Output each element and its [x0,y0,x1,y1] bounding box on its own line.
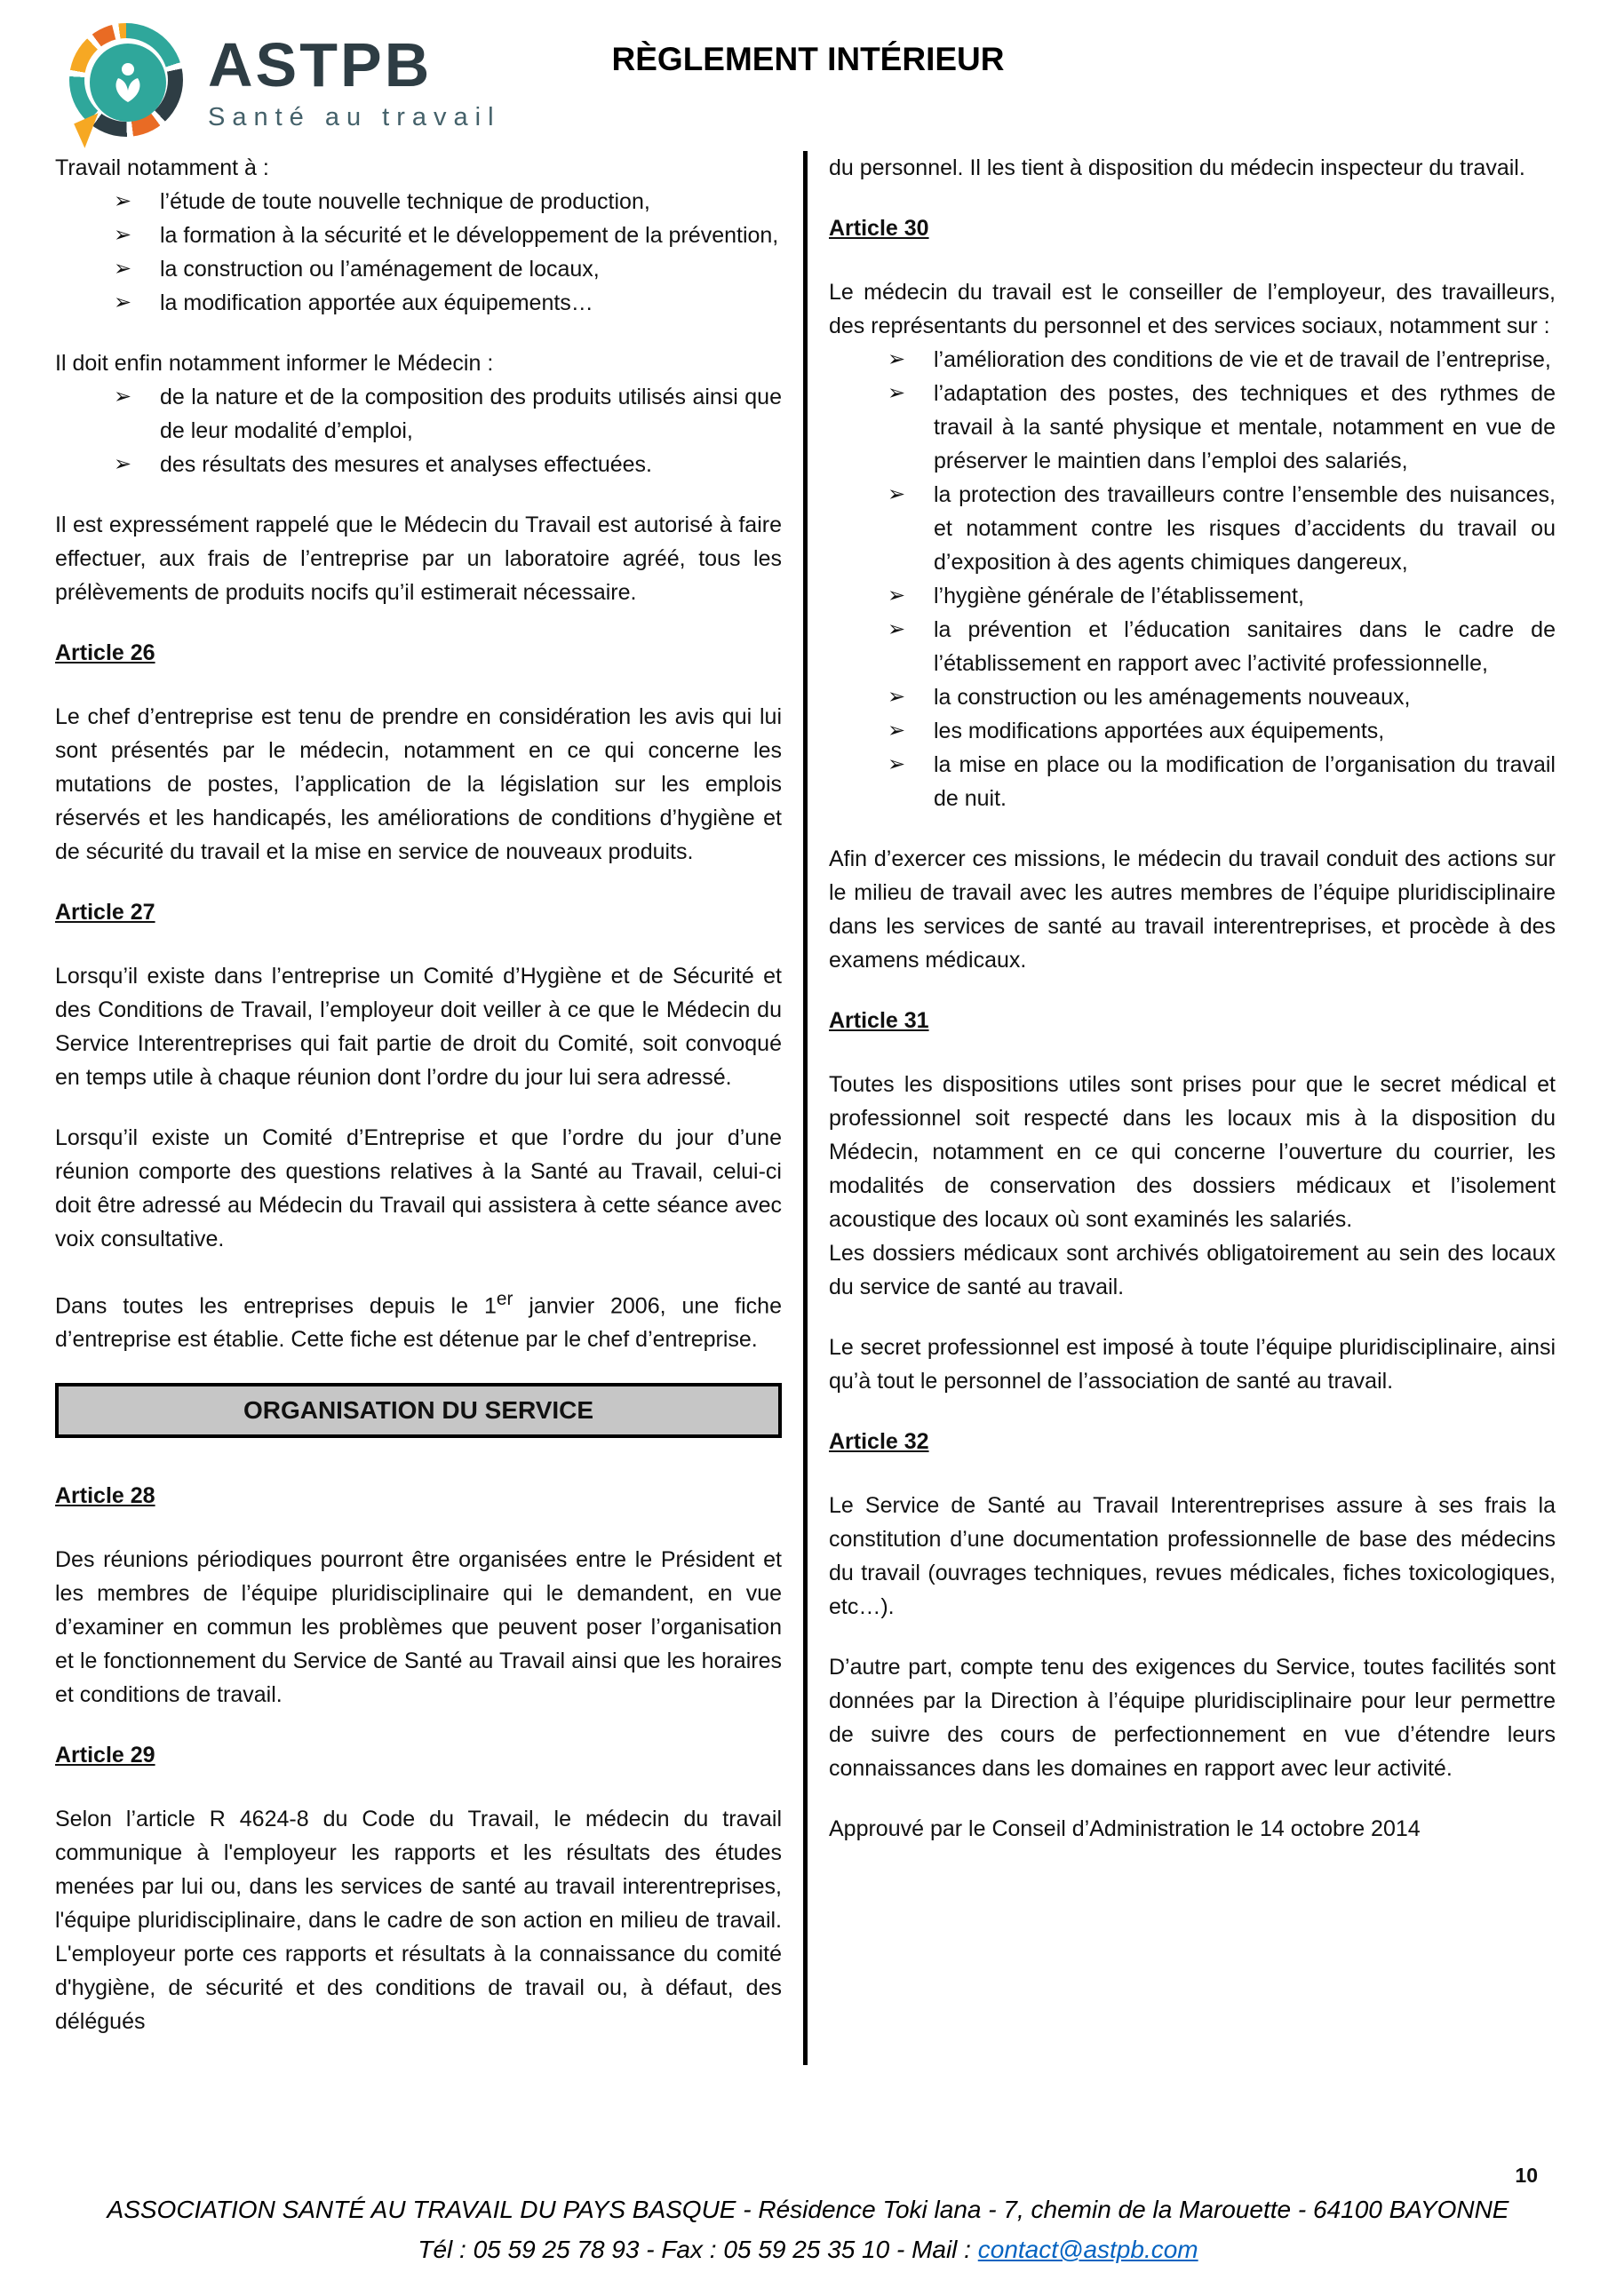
paragraph [55,1283,782,1356]
list-item [829,579,1556,613]
list-item [55,448,782,481]
bullet-list [55,380,782,481]
paragraph-text: janvier 2006, une fiche d’entreprise est établie. Cette fiche est détenue par le chef d’entreprise. [55,1293,782,1353]
section-header-box: ORGANISATION DU SERVICE [55,1383,782,1438]
paragraph: Le chef d’entreprise est tenu de prendre en considération les avis qui lui sont présentés par le médecin, notamment en ce qui concerne les mutations de postes, l’application de la législation sur les emplois réservés et les handicapés, les améliorations de conditions d’hygiène et de sécurité du travail et la mise en service de nouveaux produits. [55,704,782,864]
arrow-bullet-icon: ➢ [888,752,906,776]
list-item-text: la protection des travailleurs contre l’ensemble des nuisances, et notamment contre les risques d’accidents du travail ou d’exposition à des agents chimiques dangereux, [934,482,1556,575]
arrow-bullet-icon: ➢ [888,685,906,709]
list-item-text: la formation à la sécurité et le développement de la prévention, [160,223,779,248]
paragraph-text: Dans toutes les entreprises depuis le 1 [55,1293,497,1319]
paragraph: D’autre part, compte tenu des exigences du Service, toutes facilités sont données par la Direction à l’équipe pluridisciplinaire pour leur permettre de suivre des cours de perfectionnement en vue d’étendre leurs connaissances dans les domaines en rapport avec leur activité. [829,1655,1556,1781]
paragraph: du personnel. Il les tient à disposition du médecin inspecteur du travail. [829,155,1525,180]
article-heading: Article 31 [829,1008,929,1033]
list-item-text: la construction ou les aménagements nouveaux, [934,685,1411,710]
arrow-bullet-icon: ➢ [888,584,906,608]
list-item-text: des résultats des mesures et analyses effectuées. [160,452,653,477]
footer [0,2189,1616,2269]
paragraph: Il doit enfin notamment informer le Médecin : [55,351,494,376]
arrow-bullet-icon: ➢ [114,452,132,476]
paragraph: Toutes les dispositions utiles sont prises pour que le secret médical et professionnel soit respecté dans les locaux mis à la disposition du Médecin, notamment en ce qui concerne l’ouverture du courrier, les modalités de conservation des dossiers médicaux et l’isolement acoustique des locaux où sont examinés les salariés. [829,1072,1556,1232]
footer-contact-text: Tél : 05 59 25 78 93 - Fax : 05 59 25 35 10 - Mail : [418,2236,978,2263]
paragraph: Le médecin du travail est le conseiller de l’employeur, des travailleurs, des représentants du personnel et des services sociaux, notamment sur : [829,280,1556,338]
paragraph: Les dossiers médicaux sont archivés obligatoirement au sein des locaux du service de santé au travail. [829,1241,1556,1299]
article-heading: Article 26 [55,640,155,665]
page-title: RÈGLEMENT INTÉRIEUR [611,41,1005,77]
list-item [829,377,1556,478]
brand-tagline: Santé au travail [208,102,501,131]
list-item-text: la prévention et l’éducation sanitaires dans le cadre de l’établissement en rapport avec l’activité professionnelle, [934,617,1556,676]
arrow-bullet-icon: ➢ [114,290,132,314]
list-item [829,714,1556,748]
list-item-text: la construction ou l’aménagement de locaux, [160,257,600,282]
list-item-text: les modifications apportées aux équipements, [934,719,1385,743]
right-column [829,151,1556,2065]
bullet-list [829,343,1556,815]
list-item [829,613,1556,680]
paragraph: Lorsqu’il existe dans l’entreprise un Comité d’Hygiène et de Sécurité et des Conditions de Travail, l’employeur doit veiller à ce que le Médecin du Service Interentreprises qui fait partie de droit du Comité, soit convoqué en temps utile à chaque réunion dont l’ordre du jour lui sera adressé. [55,964,782,1090]
list-item-text: l’adaptation des postes, des techniques et des rythmes de travail à la santé physique et mentale, notamment en vue de préserver le maintien dans l’emploi des salariés, [934,381,1556,473]
approval-line: Approuvé par le Conseil d’Administration le 14 octobre 2014 [829,1816,1421,1841]
paragraph: Afin d’exercer ces missions, le médecin du travail conduit des actions sur le milieu de travail avec les autres membres de l’équipe pluridisciplinaire dans les services de santé au travail interentreprises, et procède à des examens médicaux. [829,846,1556,973]
list-item [829,680,1556,714]
document-body [55,151,1561,2065]
article-heading: Article 30 [829,216,929,241]
paragraph: Travail notamment à : [55,155,269,180]
list-item [829,478,1556,579]
list-item [55,185,782,218]
list-item-text: de la nature et de la composition des produits utilisés ainsi que de leur modalité d’emploi, [160,385,782,443]
arrow-bullet-icon: ➢ [888,719,906,743]
paragraph: Le secret professionnel est imposé à toute l’équipe pluridisciplinaire, ainsi qu’à tout le personnel de l’association de santé au travail. [829,1335,1556,1394]
paragraph: Des réunions périodiques pourront être organisées entre le Président et les membres de l’équipe pluridisciplinaire qui le demandent, en vue d’examiner en commun les problèmes que peuvent poser l’organisation et le fonctionnement du Service de Santé au Travail ainsi que les horaires et conditions de travail. [55,1547,782,1708]
list-item [55,218,782,252]
email-link[interactable]: contact@astpb.com [977,2236,1198,2263]
list-item [55,380,782,448]
paragraph: Le Service de Santé au Travail Interentreprises assure à ses frais la constitution d’une documentation professionnelle de base des médecins du travail (ouvrages techniques, revues médicales, fiches toxicologiques, etc…). [829,1493,1556,1619]
list-item [55,252,782,286]
footer-address-line: ASSOCIATION SANTÉ AU TRAVAIL DU PAYS BASQUE - Résidence Toki lana - 7, chemin de la Marouette - 64100 BAYONNE [107,2196,1509,2223]
list-item [55,286,782,320]
page-number: 10 [1515,2164,1538,2187]
superscript: er [496,1289,513,1309]
paragraph: Selon l’article R 4624-8 du Code du Travail, le médecin du travail communique à l'employeur les rapports et les résultats des études menées par lui ou, dans les services de santé au travail interentreprises, l'équipe pluridisciplinaire, dans le cadre de son action en milieu de travail. L'employeur porte ces rapports et résultats à la connaissance du comité d'hygiène, de sécurité et des conditions de travail ou, à défaut, des délégués [55,1807,782,2035]
article-heading: Article 28 [55,1483,155,1509]
list-item-text: l’hygiène générale de l’établissement, [934,584,1304,608]
arrow-bullet-icon: ➢ [114,223,132,247]
arrow-bullet-icon: ➢ [114,385,132,409]
list-item-text: l’étude de toute nouvelle technique de production, [160,189,650,214]
arrow-bullet-icon: ➢ [114,189,132,213]
list-item [829,748,1556,815]
arrow-bullet-icon: ➢ [888,617,906,641]
column-divider [803,151,808,2065]
list-item-text: la modification apportée aux équipements… [160,290,593,315]
article-heading: Article 32 [829,1429,929,1454]
brand-name: ASTPB [208,29,433,99]
arrow-bullet-icon: ➢ [114,257,132,281]
paragraph: Il est expressément rappelé que le Médecin du Travail est autorisé à faire effectuer, aux frais de l’entreprise par un laboratoire agréé, tous les prélèvements de produits nocifs qu’il estimerait nécessaire. [55,512,782,605]
article-heading: Article 27 [55,900,155,925]
footer-contact-line [0,2229,1616,2269]
bullet-list [55,185,782,320]
arrow-bullet-icon: ➢ [888,347,906,371]
left-column [55,151,782,2065]
paragraph: Lorsqu’il existe un Comité d’Entreprise et que l’ordre du jour d’une réunion comporte des questions relatives à la Santé au Travail, celui-ci doit être adressé au Médecin du Travail qui assistera à cette séance avec voix consultative. [55,1125,782,1251]
list-item [829,343,1556,377]
list-item-text: la mise en place ou la modification de l’organisation du travail de nuit. [934,752,1556,811]
arrow-bullet-icon: ➢ [888,482,906,506]
article-heading: Article 29 [55,1743,155,1768]
list-item-text: l’amélioration des conditions de vie et de travail de l’entreprise, [934,347,1551,372]
arrow-bullet-icon: ➢ [888,381,906,405]
